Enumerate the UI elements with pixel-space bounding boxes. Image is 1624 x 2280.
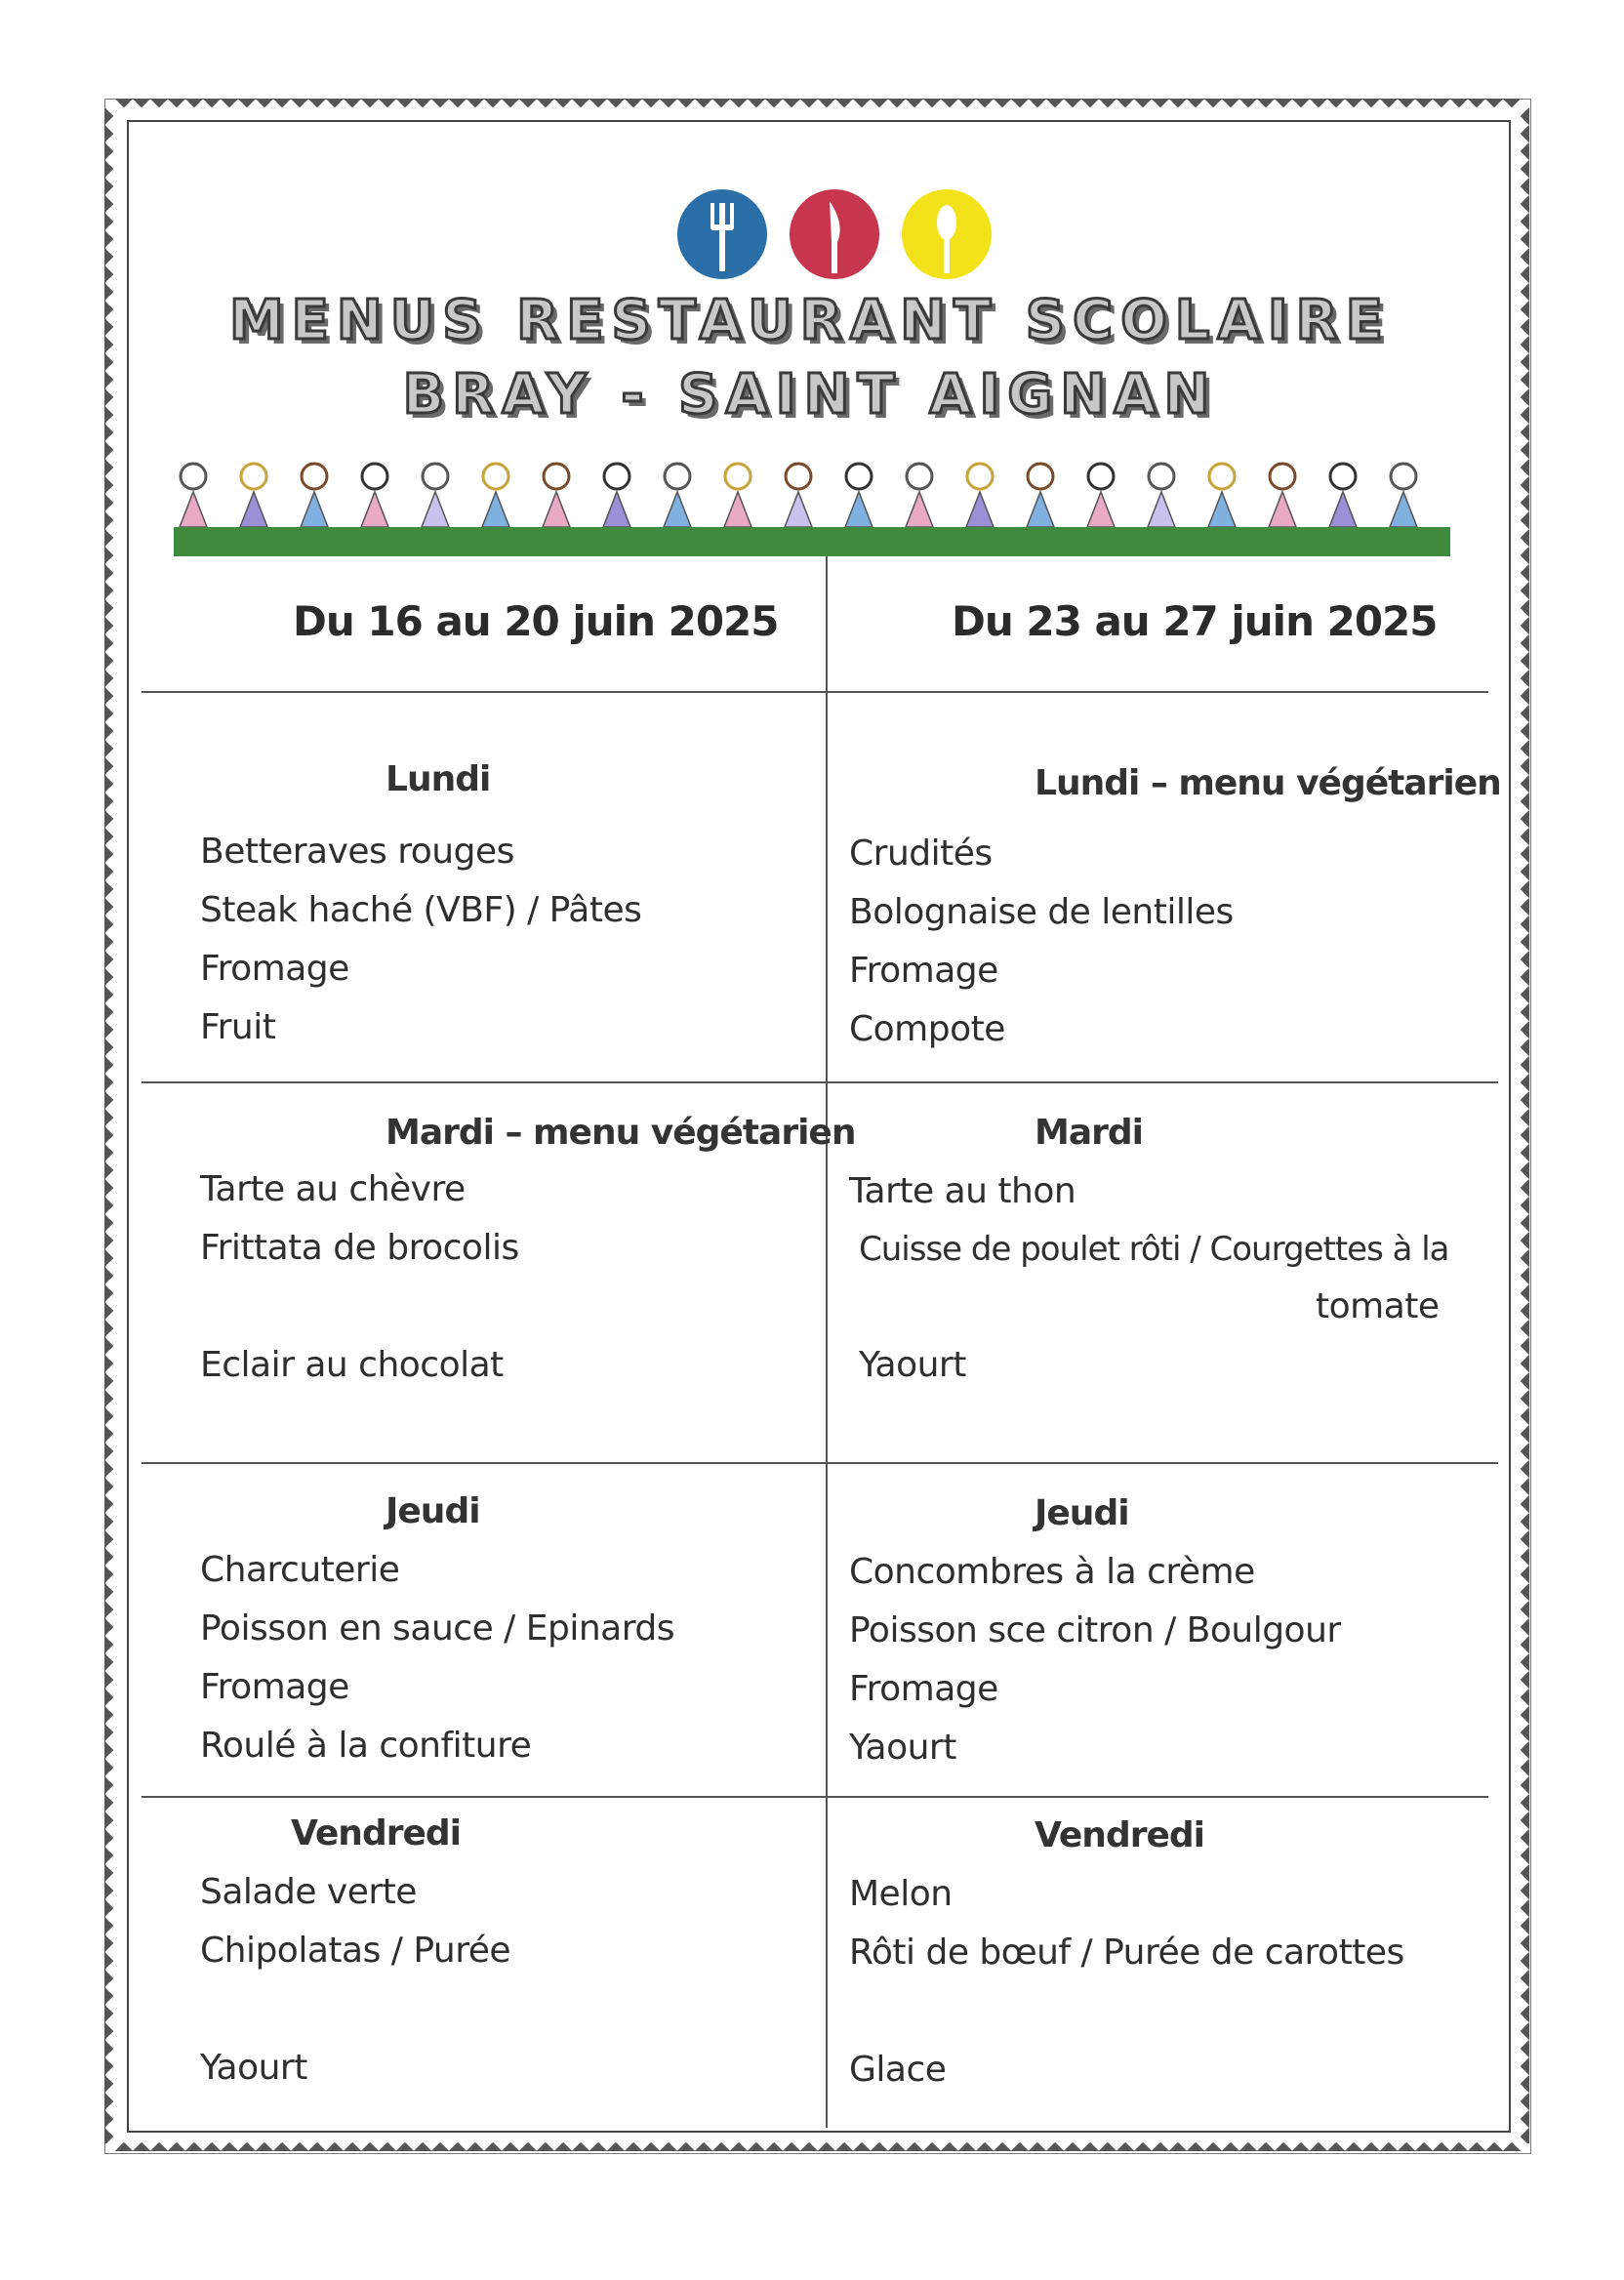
spoon-icon [902, 189, 992, 279]
menu-item: Fruit [200, 1007, 276, 1047]
week-2-day-mardi: Mardi [1035, 1113, 1143, 1153]
menu-item: Salade verte [200, 1872, 417, 1912]
page-subtitle: BRAY - SAINT AIGNAN [402, 363, 1218, 427]
row-divider [142, 1081, 1498, 1083]
fork-icon [677, 189, 767, 279]
week-2-day-jeudi: Jeudi [1035, 1493, 1129, 1533]
week-2-day-lundi: Lundi – menu végétarien [1035, 763, 1501, 803]
menu-item: Compote [849, 1009, 1005, 1049]
menu-item: Yaourt [849, 1728, 956, 1768]
menu-item: Poisson en sauce / Epinards [200, 1608, 674, 1649]
knife-icon [790, 189, 879, 279]
table-band [174, 527, 1450, 556]
menu-item: Concombres à la crème [849, 1552, 1255, 1592]
week-1-day-jeudi: Jeudi [386, 1491, 480, 1531]
menu-item: Glace [849, 2050, 947, 2090]
week-1-title: Du 16 au 20 juin 2025 [293, 597, 779, 645]
menu-item: Frittata de brocolis [200, 1228, 519, 1268]
border-zigzag-right [1512, 107, 1529, 2143]
menu-item: Cuisse de poulet rôti / Courgettes à la [859, 1230, 1449, 1269]
menu-item: Fromage [200, 949, 349, 989]
menu-item: Charcuterie [200, 1550, 400, 1590]
row-divider [142, 1462, 1498, 1464]
week-1-day-lundi: Lundi [386, 759, 491, 799]
week-1-day-vendredi: Vendredi [291, 1813, 461, 1853]
row-divider [142, 691, 1488, 693]
border-zigzag-bottom [115, 2134, 1521, 2151]
menu-item: Yaourt [200, 2048, 307, 2088]
menu-item: Betteraves rouges [200, 832, 514, 872]
week-2-day-vendredi: Vendredi [1035, 1815, 1204, 1855]
menu-item: Melon [849, 1874, 953, 1914]
column-divider [826, 556, 828, 2128]
menu-item: Poisson sce citron / Boulgour [849, 1610, 1341, 1650]
border-zigzag-top [115, 99, 1521, 116]
menu-item: Fromage [200, 1667, 349, 1707]
week-1-day-mardi: Mardi – menu végétarien [386, 1113, 856, 1153]
page-title: MENUS RESTAURANT SCOLAIRE [228, 289, 1392, 352]
menu-item: Bolognaise de lentilles [849, 892, 1234, 932]
menu-item: Fromage [849, 1669, 998, 1709]
menu-item: Tarte au thon [849, 1171, 1076, 1211]
menu-item: Steak haché (VBF) / Pâtes [200, 890, 642, 930]
menu-item: tomate [1316, 1286, 1440, 1326]
border-zigzag-left [104, 107, 122, 2143]
menu-item: Yaourt [859, 1345, 966, 1385]
menu-item: Roulé à la confiture [200, 1726, 532, 1766]
menu-item: Crudités [849, 834, 993, 874]
menu-item: Tarte au chèvre [200, 1169, 466, 1209]
row-divider [142, 1796, 1488, 1798]
restaurant-logo [673, 185, 995, 283]
menu-item: Eclair au chocolat [200, 1345, 504, 1385]
menu-item: Chipolatas / Purée [200, 1931, 511, 1971]
menu-item: Fromage [849, 951, 998, 991]
week-2-title: Du 23 au 27 juin 2025 [952, 597, 1438, 645]
menu-item: Rôti de bœuf / Purée de carottes [849, 1933, 1404, 1973]
